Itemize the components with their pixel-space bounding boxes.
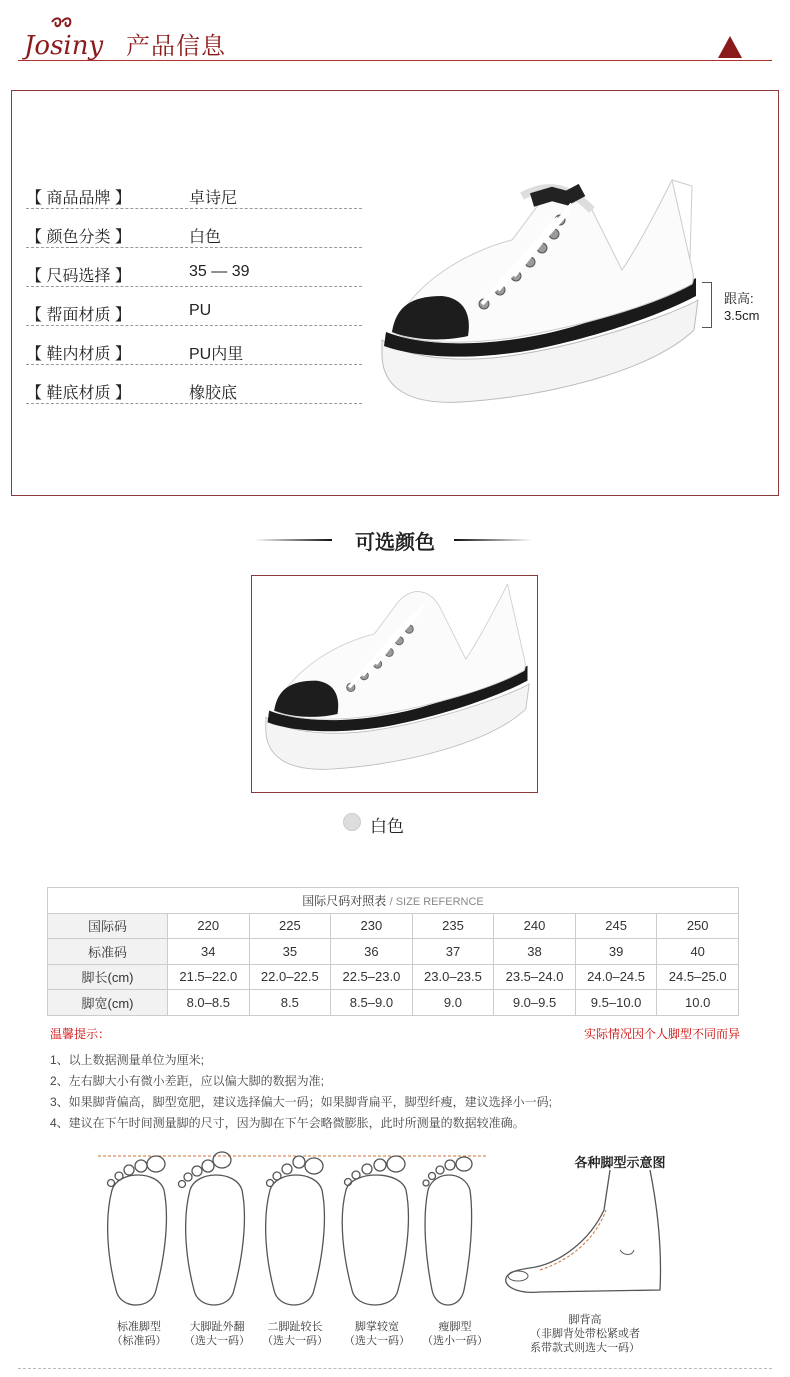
info-label: 【 商品品牌 】	[26, 190, 131, 207]
info-label: 【 帮面材质 】	[26, 307, 131, 324]
foot-type-caption: 瘦脚型 （选小一码）	[422, 1321, 488, 1347]
info-row-lining-material	[26, 337, 362, 365]
info-label: 【 颜色分类 】	[26, 229, 131, 246]
table-caption-row	[48, 888, 739, 914]
tips-disclaimer: 实际情况因个人脚型不同而异	[583, 1027, 740, 1041]
colors-title: 可选颜色	[355, 530, 435, 554]
info-value: 白色	[189, 229, 222, 246]
size-chart-table	[47, 887, 739, 1016]
info-value: 卓诗尼	[189, 190, 238, 207]
info-value: PU	[189, 302, 212, 319]
info-row-upper-material	[26, 298, 362, 326]
info-value: 橡胶底	[189, 385, 238, 402]
color-swatch-label: 白色	[370, 817, 404, 836]
info-label: 【 尺码选择 】	[26, 268, 131, 285]
info-row-size	[26, 259, 362, 287]
note-item: 2、左右脚大小有微小差距，应以偏大脚的数据为准;	[50, 1074, 325, 1088]
table-row: 脚长(cm) 21.5–22.0 22.0–22.5 22.5–23.0 23.0–23.5 23.5–24.0 24.0–24.5 24.5–25.0	[48, 964, 739, 990]
foot-type-caption: 标准脚型 （标准码）	[111, 1321, 167, 1347]
info-row-brand	[26, 181, 362, 209]
heel-height-marker	[702, 282, 712, 328]
color-swatch-white[interactable]	[343, 813, 361, 831]
high-instep-foot-icon	[500, 1170, 670, 1310]
foot-type-caption: 脚掌较宽 （选大一码）	[344, 1321, 410, 1347]
table-caption: 国际尺码对照表 / SIZE REFERNCE	[48, 888, 739, 914]
tips-heading: 温馨提示：	[50, 1027, 111, 1041]
svg-text:Josiny: Josiny	[24, 31, 104, 60]
page-title: 产品信息	[126, 32, 226, 60]
foot-diagram-title: 各种脚型示意图	[574, 1155, 666, 1170]
color-option-image[interactable]	[251, 575, 538, 793]
info-row-color	[26, 220, 362, 248]
info-label: 【 鞋底材质 】	[26, 385, 131, 402]
shoe-image	[256, 584, 534, 784]
page-header	[0, 0, 790, 70]
foot-types-illustration	[94, 1150, 494, 1325]
info-label: 【 鞋内材质 】	[26, 346, 131, 363]
foot-type-caption: 二脚趾较长 （选大一码）	[262, 1321, 328, 1347]
size-notes	[50, 1050, 552, 1134]
foot-type-caption: 大脚趾外翻 （选大一码）	[184, 1321, 250, 1347]
shoe-image	[372, 100, 702, 420]
note-item: 4、建议在下午时间测量脚的尺寸，因为脚在下午会略微膨胀，此时所测量的数据较准确。	[50, 1116, 525, 1130]
info-value: 35 — 39	[189, 263, 250, 280]
note-item: 3、如果脚背偏高，脚型宽肥，建议选择偏大一码；如果脚背扁平，脚型纤瘦，建议选择小一码;	[50, 1095, 553, 1109]
heel-height-label: 跟高: 3.5cm	[724, 291, 760, 323]
note-item: 1、以上数据测量单位为厘米;	[50, 1053, 205, 1067]
section-divider	[454, 539, 532, 541]
info-row-sole-material	[26, 376, 362, 404]
brand-logo	[22, 16, 120, 60]
table-row: 脚宽(cm) 8.0–8.5 8.5 8.5–9.0 9.0 9.0–9.5 9.5–10.0 10.0	[48, 990, 739, 1016]
bottom-divider	[18, 1368, 772, 1369]
high-instep-caption: 脚背高 （非脚背处带松紧或者 系带款式则选大一码）	[530, 1314, 640, 1354]
header-divider	[18, 60, 772, 61]
info-value: PU内里	[189, 346, 244, 363]
triangle-icon	[718, 36, 742, 58]
table-row: 标准码 34 35 36 37 38 39 40	[48, 939, 739, 965]
table-row: 国际码 220 225 230 235 240 245 250	[48, 913, 739, 939]
